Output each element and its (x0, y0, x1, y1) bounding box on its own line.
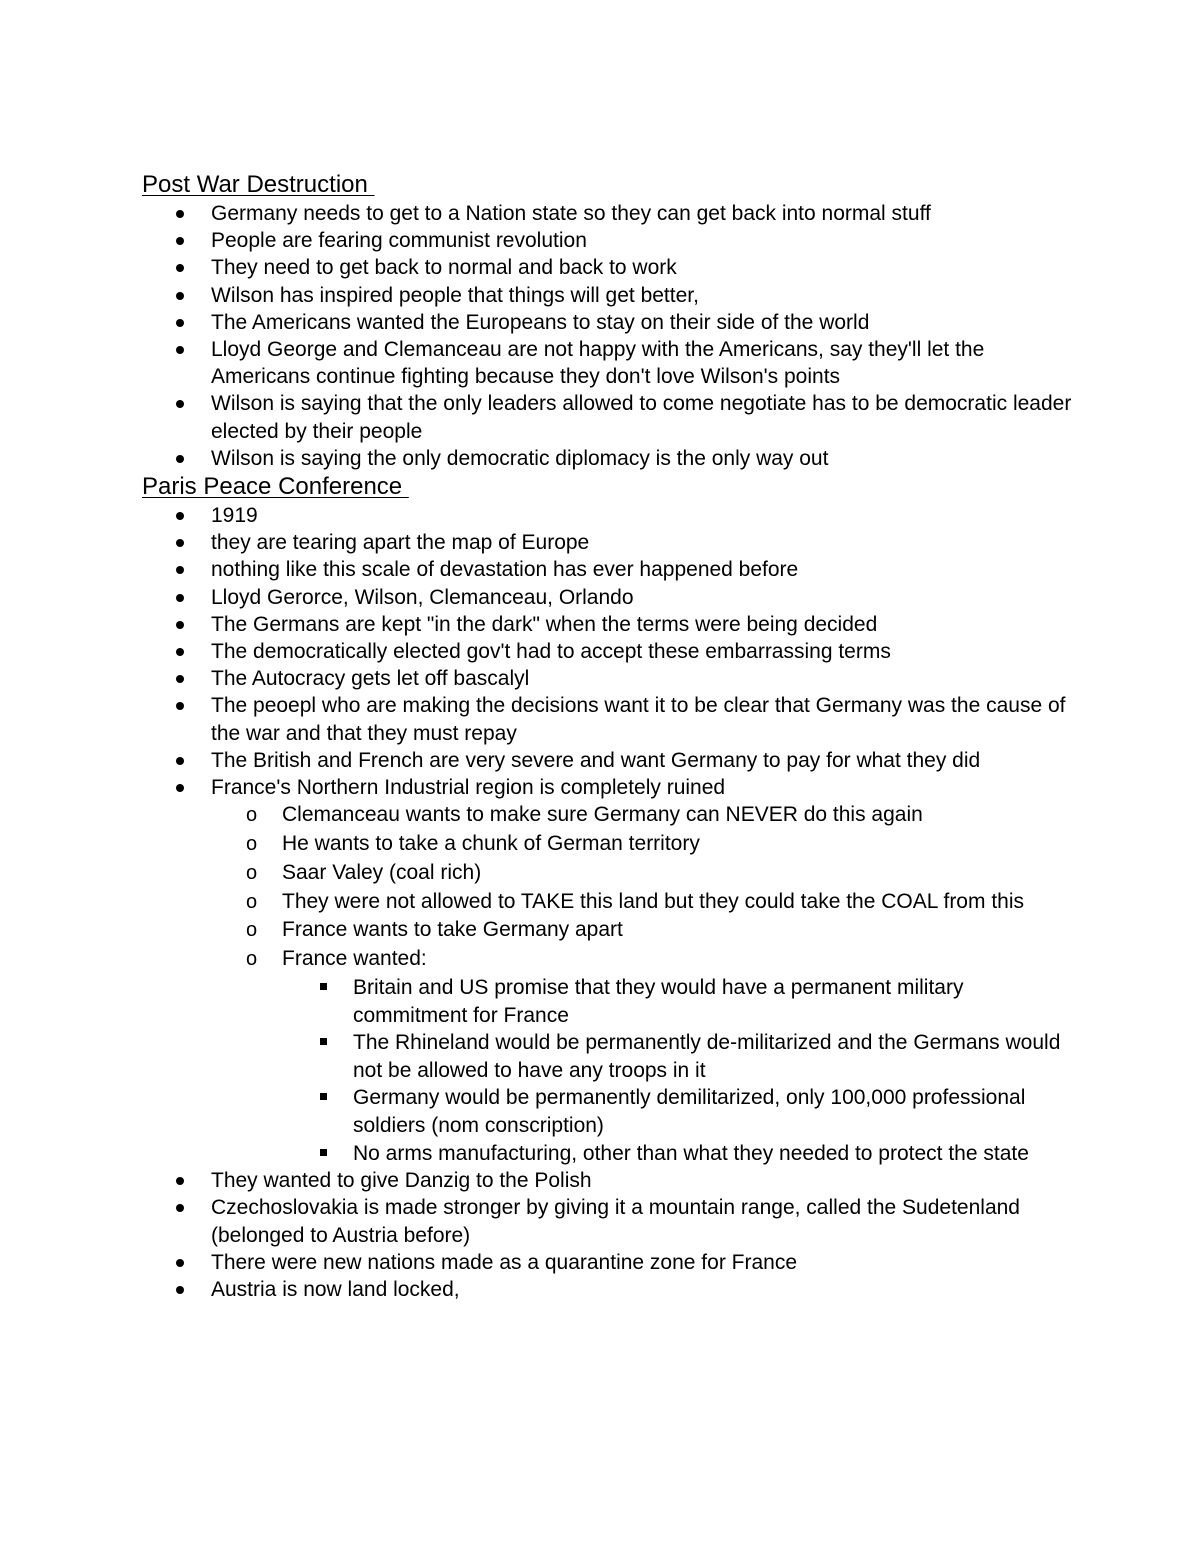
circle-bullet-icon: o (246, 804, 258, 827)
list-item-text: There were new nations made as a quarantine zone for France (211, 1250, 798, 1274)
list-item (142, 227, 1072, 254)
list-item-text: Wilson is saying that the only leaders allowed to come negotiate has to be democratic leader elected by their people (211, 392, 1072, 443)
list-item (142, 282, 1072, 309)
sub-list-item (142, 859, 1072, 888)
sub-sub-list-item (142, 974, 1072, 1029)
list-item (142, 1194, 1072, 1248)
list-item (142, 529, 1072, 556)
list-item-text: The peoepl who are making the decisions want it to be clear that Germany was the cause of the war and that they must repay (211, 694, 1066, 745)
circle-bullet-icon: o (246, 948, 258, 971)
sub-list-item-text: Clemanceau wants to make sure Germany can NEVER do this again (282, 803, 923, 827)
list-item-text: Austria is now land locked, (211, 1278, 460, 1302)
france-wanted-sublist (142, 974, 1072, 1167)
circle-bullet-icon: o (246, 861, 258, 884)
list-item-text: People are fearing communist revolution (211, 229, 587, 253)
list-item (142, 1276, 1072, 1303)
paris-peace-conference-list-continued (142, 1167, 1072, 1303)
section-title-post-war-destruction: Post War Destruction (142, 171, 375, 198)
sub-list-item-text: Saar Valey (coal rich) (282, 860, 482, 884)
list-item (142, 556, 1072, 583)
list-item (142, 200, 1072, 227)
sub-sub-list-item (142, 1029, 1072, 1084)
list-item (142, 584, 1072, 611)
circle-bullet-icon: o (246, 833, 258, 856)
list-item-text: Lloyd George and Clemanceau are not happy with the Americans, say they'll let the Americans continue fighting because they don't love Wilson's points (211, 338, 985, 389)
section-title-paris-peace-conference: Paris Peace Conference (142, 473, 409, 501)
list-item-text: The British and French are very severe and want Germany to pay for what they did (211, 748, 981, 772)
list-item-text: Wilson is saying the only democratic diplomacy is the only way out (211, 446, 829, 470)
list-item (142, 774, 1072, 801)
list-item-text: The Germans are kept "in the dark" when the terms were being decided (211, 612, 878, 636)
sub-sub-list-item (142, 1140, 1072, 1168)
list-item (142, 692, 1072, 746)
sub-list-item (142, 801, 1072, 830)
list-item (142, 502, 1072, 529)
sub-sub-list-item-text: No arms manufacturing, other than what they needed to protect the state (353, 1141, 1029, 1165)
sub-sub-list-item-text: Britain and US promise that they would have a permanent military commitment for France (353, 976, 964, 1027)
list-item-text: Germany needs to get to a Nation state so they can get back into normal stuff (211, 202, 931, 225)
document-page (142, 170, 1072, 1303)
list-item (142, 638, 1072, 665)
list-item-text: They need to get back to normal and back to work (211, 256, 677, 280)
circle-bullet-icon: o (246, 890, 258, 913)
list-item (142, 665, 1072, 692)
list-item-text: 1919 (211, 504, 258, 528)
paris-peace-conference-list (142, 502, 1072, 801)
sub-list-item-text: France wanted: (282, 947, 427, 971)
list-item (142, 445, 1072, 472)
list-item-text: Czechoslovakia is made stronger by giving it a mountain range, called the Sudetenland (belonged to Austria before) (211, 1196, 1020, 1247)
list-item-text: Lloyd Gerorce, Wilson, Clemanceau, Orlando (211, 585, 634, 609)
list-item-text: Wilson has inspired people that things will get better, (211, 283, 699, 307)
list-item (142, 747, 1072, 774)
post-war-destruction-list (142, 200, 1072, 472)
circle-bullet-icon: o (246, 919, 258, 942)
sub-sub-list-item-text: Germany would be permanently demilitarized, only 100,000 professional soldiers (nom conscription) (353, 1086, 1026, 1138)
list-item (142, 336, 1072, 390)
sub-sub-list-item-text: The Rhineland would be permanently de-militarized and the Germans would not be allowed to have any troops in it (353, 1031, 1061, 1082)
list-item (142, 611, 1072, 638)
list-item-text: They wanted to give Danzig to the Polish (211, 1169, 592, 1193)
list-item (142, 1167, 1072, 1194)
list-item (142, 254, 1072, 281)
sub-list-item (142, 830, 1072, 859)
list-item-text: nothing like this scale of devastation has ever happened before (211, 558, 799, 582)
sub-list-item (142, 945, 1072, 974)
sub-list-item-text: He wants to take a chunk of German territory (282, 832, 700, 856)
list-item-text: The Americans wanted the Europeans to stay on their side of the world (211, 310, 870, 334)
list-item-text: The Autocracy gets let off bascalyl (211, 667, 530, 691)
sub-list-item (142, 888, 1072, 917)
list-item (142, 1249, 1072, 1276)
sub-list-item-text: France wants to take Germany apart (282, 918, 623, 942)
list-item-text: The democratically elected gov't had to accept these embarrassing terms (211, 640, 891, 664)
france-sublist (142, 801, 1072, 974)
list-item (142, 309, 1072, 336)
list-item (142, 390, 1072, 444)
list-item-text: France's Northern Industrial region is completely ruined (211, 776, 726, 800)
sub-list-item-text: They were not allowed to TAKE this land but they could take the COAL from this (282, 889, 1024, 913)
sub-list-item (142, 916, 1072, 945)
sub-sub-list-item (142, 1084, 1072, 1139)
list-item-text: they are tearing apart the map of Europe (211, 531, 590, 555)
